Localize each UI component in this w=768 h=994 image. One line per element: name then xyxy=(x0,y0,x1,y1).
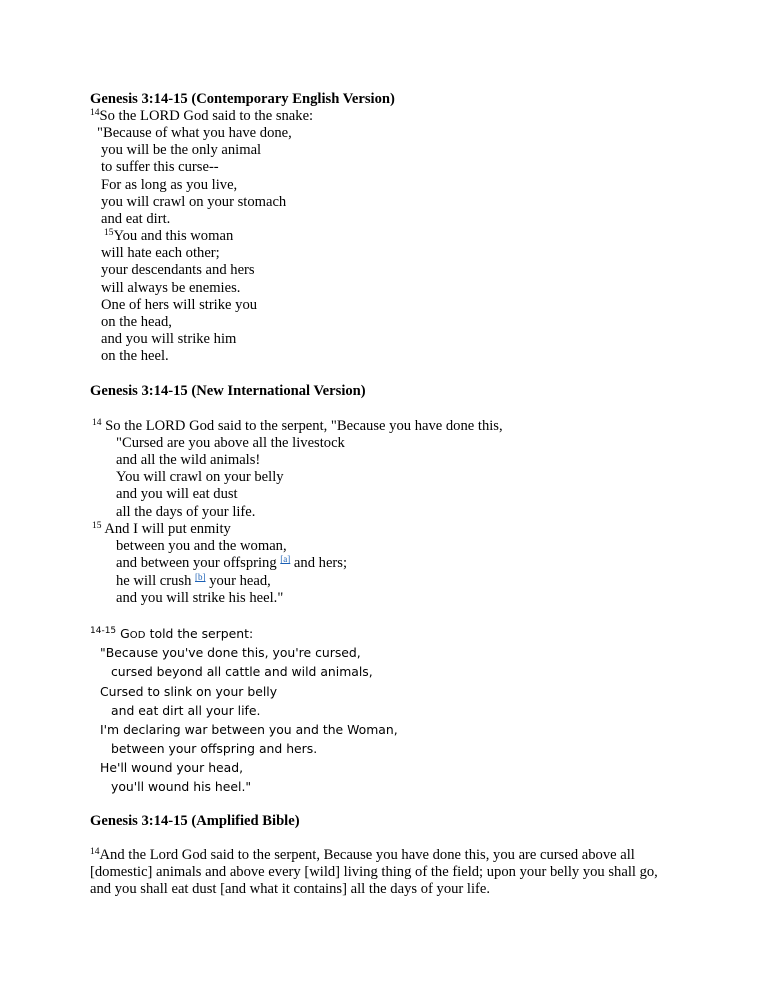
poem-line: For as long as you live, xyxy=(101,177,238,193)
poem-line: and eat dirt all your life. xyxy=(111,703,261,718)
poem-line: You will crawl on your belly xyxy=(116,469,284,485)
verse-number: 14 xyxy=(92,418,102,428)
footnote-b-link[interactable]: [b] xyxy=(195,572,206,582)
poem-line: and you will strike him xyxy=(101,331,237,347)
amp-verse-14-line: [domestic] animals and above every [wild] living thing of the field; upon your belly you shall go, xyxy=(90,864,658,880)
poem-line xyxy=(116,555,347,572)
verse-number: 14-15 xyxy=(90,626,117,636)
niv-heading: Genesis 3:14-15 (New International Version) xyxy=(90,383,366,399)
poem-line: One of hers will strike you xyxy=(101,297,258,313)
god-smallcaps-rest: OD xyxy=(129,630,146,641)
verse-text: And I will put enmity xyxy=(104,521,231,537)
poem-line: "Cursed are you above all the livestock xyxy=(116,435,345,451)
line-text: your head, xyxy=(205,573,271,589)
poem-line: Cursed to slink on your belly xyxy=(100,684,278,699)
verse-number: 14 xyxy=(90,847,100,857)
poem-line: you will crawl on your stomach xyxy=(101,194,287,210)
poem-line: you'll wound his heel." xyxy=(111,779,252,794)
niv-verse-15 xyxy=(92,521,231,538)
poem-line: and eat dirt. xyxy=(101,211,171,227)
verse-text: And the Lord God said to the serpent, Because you have done this, you are cursed above all xyxy=(99,847,635,863)
poem-line: "Because you've done this, you're cursed, xyxy=(100,645,361,660)
poem-line: cursed beyond all cattle and wild animals, xyxy=(111,664,373,679)
poem-line: between your offspring and hers. xyxy=(111,741,318,756)
poem-line: will always be enemies. xyxy=(101,280,241,296)
footnote-a-link[interactable]: [a] xyxy=(280,554,291,564)
poem-line: between you and the woman, xyxy=(116,538,287,554)
cev-verse-15 xyxy=(104,228,233,245)
verse-number: 15 xyxy=(92,521,102,531)
poem-line: and you will eat dust xyxy=(116,486,238,502)
poem-line: I'm declaring war between you and the Woman, xyxy=(100,722,398,737)
cev-verse-14 xyxy=(90,108,313,125)
verse-text: So the LORD God said to the snake: xyxy=(99,108,314,124)
line-text: and hers; xyxy=(290,555,348,571)
niv-verse-14 xyxy=(92,418,503,435)
verse-number: 14 xyxy=(90,108,100,118)
line-text: and between your offspring xyxy=(116,555,281,571)
poem-line: and all the wild animals! xyxy=(116,452,261,468)
poem-line: to suffer this curse-- xyxy=(101,159,219,175)
verse-number: 15 xyxy=(104,228,114,238)
verse-text: told the serpent: xyxy=(145,626,254,641)
verse-text: You and this woman xyxy=(113,228,234,244)
god-smallcaps-initial: G xyxy=(120,626,130,641)
cev-heading: Genesis 3:14-15 (Contemporary English Version) xyxy=(90,91,395,107)
poem-line: and you will strike his heel." xyxy=(116,590,284,606)
amp-verse-14-line: and you shall eat dust [and what it contains] all the days of your life. xyxy=(90,881,491,897)
poem-line: will hate each other; xyxy=(101,245,220,261)
poem-line: on the heel. xyxy=(101,348,169,364)
poem-line xyxy=(116,573,271,590)
verse-text: So the LORD God said to the serpent, "Because you have done this, xyxy=(105,418,503,434)
poem-line: on the head, xyxy=(101,314,172,330)
amp-verse-14-line xyxy=(90,847,635,864)
msg-verse-14-15 xyxy=(90,625,253,644)
poem-line: "Because of what you have done, xyxy=(97,125,292,141)
poem-line: your descendants and hers xyxy=(101,262,255,278)
amp-heading: Genesis 3:14-15 (Amplified Bible) xyxy=(90,813,300,829)
poem-line: He'll wound your head, xyxy=(100,760,244,775)
line-text: he will crush xyxy=(116,573,196,589)
poem-line: all the days of your life. xyxy=(116,504,256,520)
poem-line: you will be the only animal xyxy=(101,142,262,158)
